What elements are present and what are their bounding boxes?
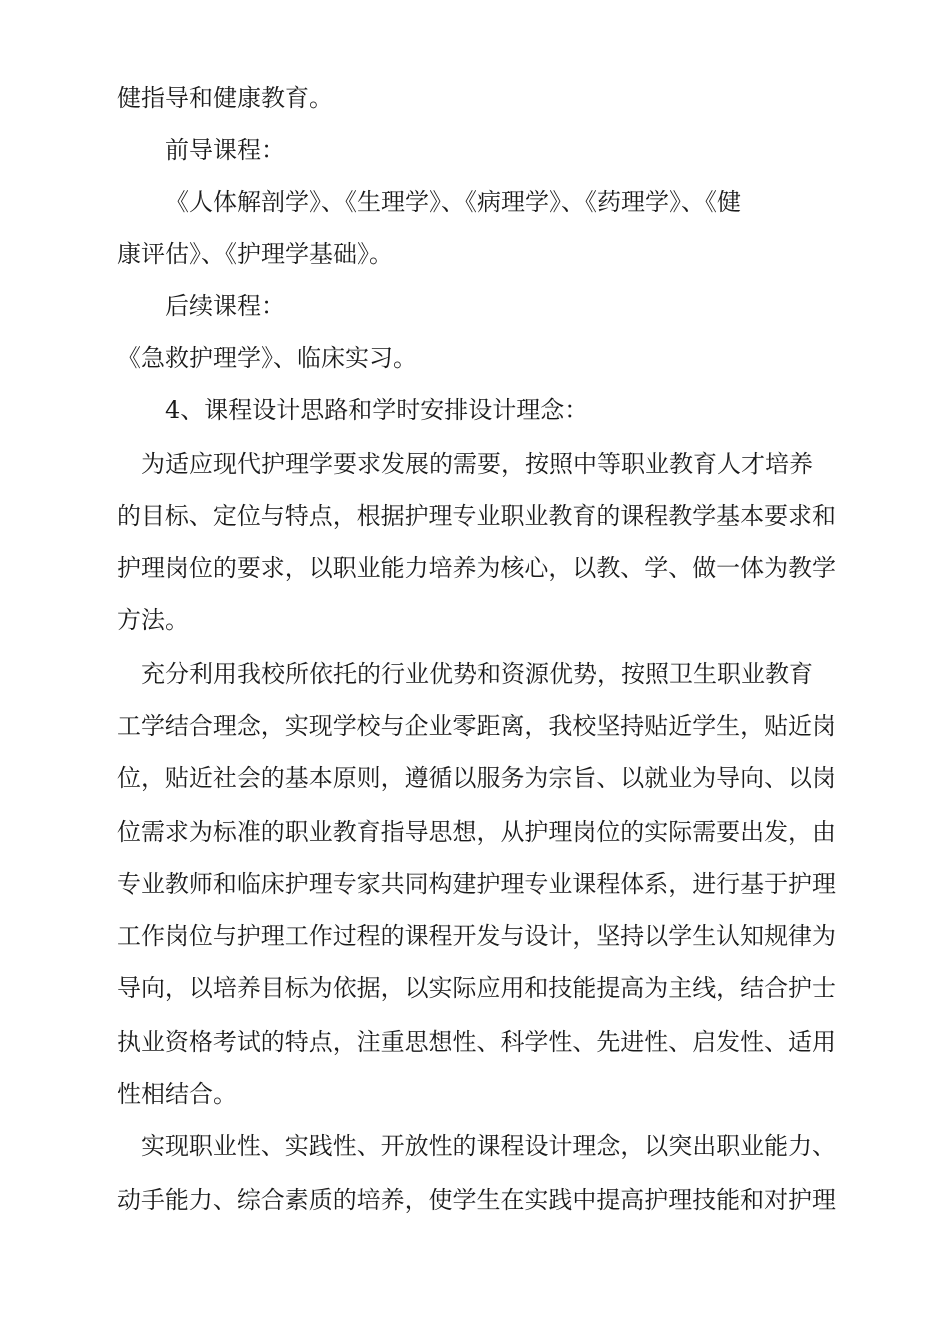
text-line-18: 导向，以培养目标为依据，以实际应用和技能提高为主线，结合护士 [117, 974, 836, 1002]
text-line-8: 为适应现代护理学要求发展的需要，按照中等职业教育人才培养 [141, 450, 813, 478]
text-line-10: 护理岗位的要求，以职业能力培养为核心，以教、学、做一体为教学 [117, 554, 836, 582]
text-line-6: 《急救护理学》、临床实习。 [117, 344, 417, 372]
text-line-2: 前导课程： [165, 136, 285, 164]
text-line-13: 工学结合理念，实现学校与企业零距离，我校坚持贴近学生，贴近岗 [117, 712, 836, 740]
text-line-16: 专业教师和临床护理专家共同构建护理专业课程体系，进行基于护理 [117, 870, 836, 898]
text-line-19: 执业资格考试的特点，注重思想性、科学性、先进性、启发性、适用 [117, 1028, 836, 1056]
text-line-12: 充分利用我校所依托的行业优势和资源优势，按照卫生职业教育 [141, 660, 813, 688]
text-line-21: 实现职业性、实践性、开放性的课程设计理念，以突出职业能力、 [141, 1132, 837, 1160]
text-line-4: 康评估》、《护理学基础》。 [117, 240, 393, 268]
text-line-20: 性相结合。 [117, 1080, 237, 1108]
text-line-1: 健指导和健康教育。 [117, 84, 333, 112]
text-line-15: 位需求为标准的职业教育指导思想，从护理岗位的实际需要出发，由 [117, 818, 836, 846]
text-line-17: 工作岗位与护理工作过程的课程开发与设计，坚持以学生认知规律为 [117, 922, 836, 950]
text-line-3: 《人体解剖学》、《生理学》、《病理学》、《药理学》、《健 [165, 188, 741, 216]
text-line-7: 4、课程设计思路和学时安排设计理念： [165, 396, 589, 424]
text-line-22: 动手能力、综合素质的培养，使学生在实践中提高护理技能和对护理 [117, 1186, 836, 1214]
text-line-14: 位，贴近社会的基本原则，遵循以服务为宗旨、以就业为导向、以岗 [117, 764, 836, 792]
text-line-11: 方法。 [117, 606, 189, 634]
text-line-9: 的目标、定位与特点，根据护理专业职业教育的课程教学基本要求和 [117, 502, 836, 530]
text-line-5: 后续课程： [165, 292, 285, 320]
